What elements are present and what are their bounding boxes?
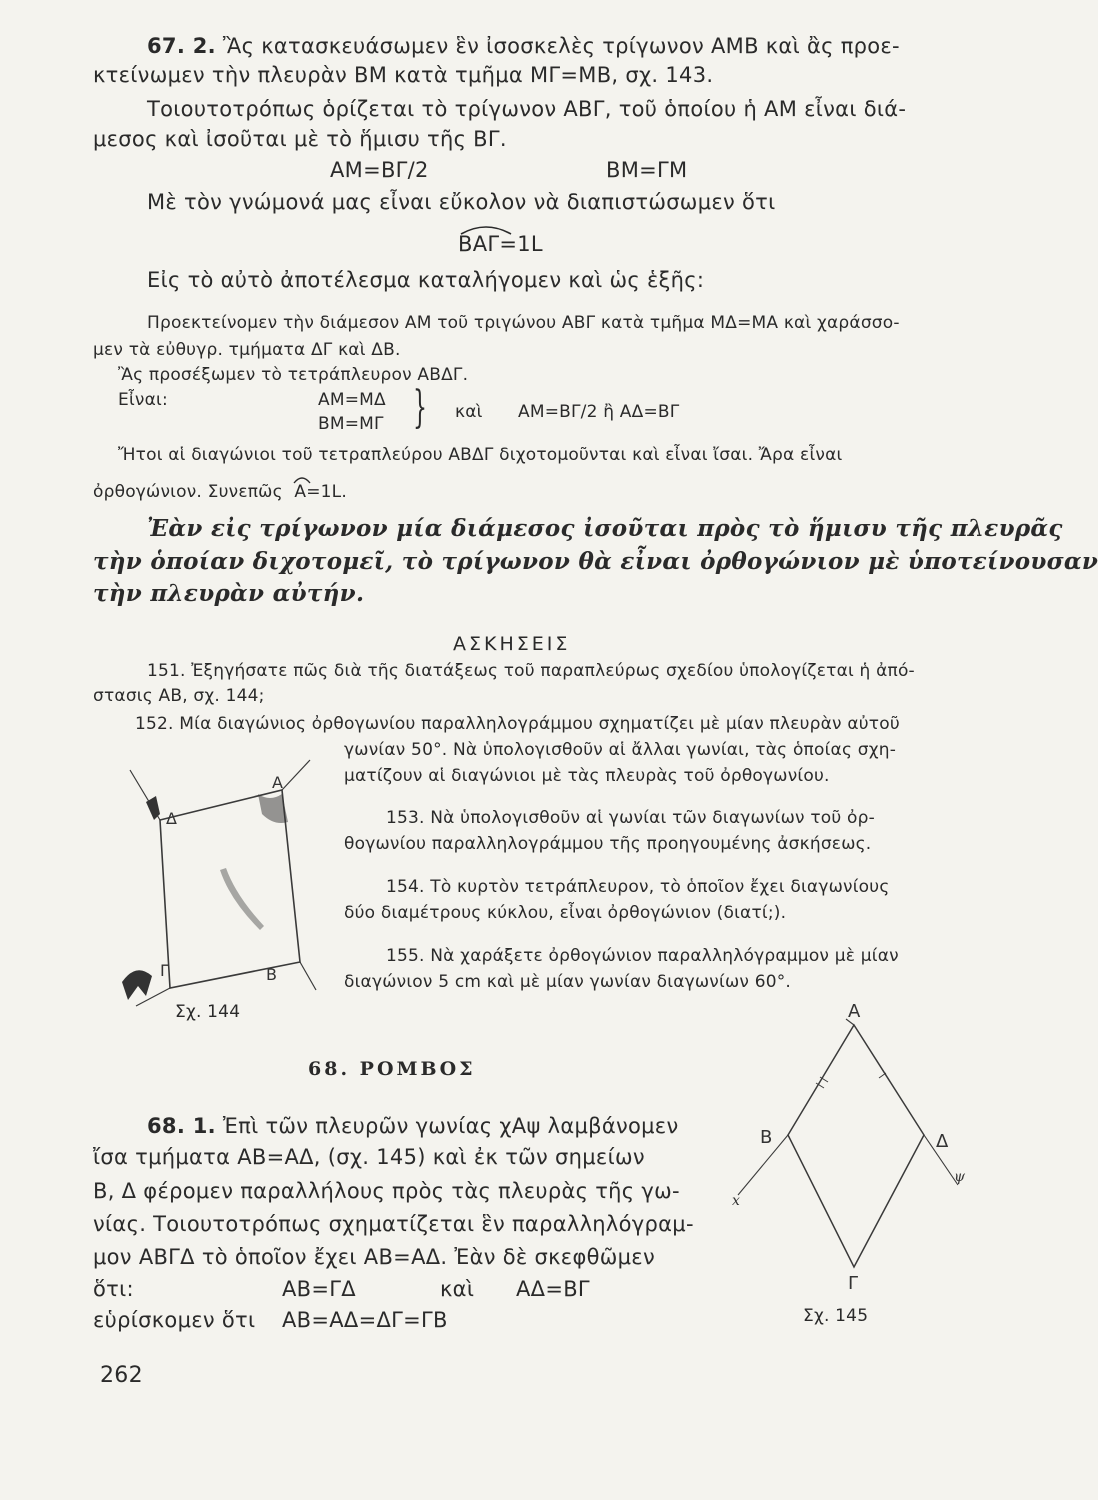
exercise-155-line2: διαγώνιον 5 cm καὶ μὲ μίαν γωνίαν διαγωνίων 60°. xyxy=(344,972,792,992)
angle-a xyxy=(294,482,306,502)
figure-145-label-g: Γ xyxy=(848,1273,859,1294)
figure-145-label-b: Β xyxy=(760,1127,773,1148)
exercise-151-line1: 151. Ἐξηγήσατε πῶς διὰ τῆς διατάξεως τοῦ παραπλεύρως σχεδίου ὑπολογίζεται ἡ ἀπό- xyxy=(147,661,915,681)
angle-hat-icon xyxy=(458,222,514,236)
sec68-line1 xyxy=(147,1114,679,1138)
conj-kai: καὶ xyxy=(455,402,483,422)
rule-line1: Ἐὰν εἰς τρίγωνον μία διάμεσος ἰσοῦται πρὸς τὸ ἥμισυ τῆς πλευρᾶς xyxy=(147,515,1063,542)
exercises-title: ΑΣΚΗΣΕΙΣ xyxy=(453,633,571,655)
rule-line3: τὴν πλευρὰν αὐτήν. xyxy=(93,580,365,607)
sec67-small1: Προεκτείνομεν τὴν διάμεσον ΑΜ τοῦ τριγώνου ΑΒΓ κατὰ τμῆμα ΜΔ=ΜΑ καὶ χαράσσο- xyxy=(147,313,900,333)
sec68-line7-label: εὑρίσκομεν ὅτι xyxy=(93,1308,256,1332)
equation-am: ΑΜ=ΒΓ/2 xyxy=(330,158,429,182)
figure-144-rectangle xyxy=(130,760,316,1006)
sec67-line4: μεσος καὶ ἰσοῦται μὲ τὸ ἥμισυ τῆς ΒΓ. xyxy=(93,127,507,151)
page-number: 262 xyxy=(100,1363,143,1388)
figure-144 xyxy=(100,750,330,1030)
figure-145-caption: Σχ. 145 xyxy=(803,1306,869,1326)
exercise-154-line2: δύο διαμέτρους κύκλου, εἶναι ὀρθογώνιον (διατί;). xyxy=(344,903,787,923)
figure-144-label-g: Γ xyxy=(160,961,169,980)
equation-ad-bg-2: ΑΔ=ΒΓ xyxy=(516,1277,590,1301)
sec67-small4-label: Εἶναι: xyxy=(118,390,168,410)
sec67-line1 xyxy=(147,34,900,58)
sec67-heading: 67. 2. xyxy=(147,34,216,58)
sec67-small2: μεν τὰ εὐθυγρ. τμήματα ΔΓ καὶ ΔΒ. xyxy=(93,340,401,360)
equation-ab-gd: ΑΒ=ΓΔ xyxy=(282,1277,356,1301)
exercise-154-line1: 154. Τὸ κυρτὸν τετράπλευρον, τὸ ὁποῖον ἔχει διαγωνίους xyxy=(386,877,890,897)
exercise-152-line2: γωνίαν 50°. Νὰ ὑπολογισθοῦν αἱ ἄλλαι γωνίαι, τὰς ὁποίας σχη- xyxy=(344,740,897,760)
sec67-line5: Μὲ τὸν γνώμονά μας εἶναι εὔκολον νὰ διαπιστώσωμεν ὅτι xyxy=(147,190,776,214)
sec68-heading: 68. 1. xyxy=(147,1114,216,1138)
angle-bag xyxy=(458,232,499,256)
exercise-152-line3: ματίζουν αἱ διαγώνιοι μὲ τὰς πλευρὰς τοῦ ὀρθογωνίου. xyxy=(344,766,830,786)
equation-bm-mg: ΒΜ=ΜΓ xyxy=(318,414,384,434)
equation-ad-bg: ΑΜ=ΒΓ/2 ἢ ΑΔ=ΒΓ xyxy=(518,402,680,422)
rule-line2: τὴν ὁποίαν διχοτομεῖ, τὸ τρίγωνον θὰ εἶναι ὀρθογώνιον μὲ ὑποτείνουσαν xyxy=(93,548,1098,575)
equation-am-md: ΑΜ=ΜΔ xyxy=(318,390,386,410)
sec67-line3: Τοιουτοτρόπως ὁρίζεται τὸ τρίγωνον ΑΒΓ, τοῦ ὁποίου ἡ ΑΜ εἶναι διά- xyxy=(147,97,907,121)
sec67-small5: Ἤτοι αἱ διαγώνιοι τοῦ τετραπλεύρου ΑΒΔΓ διχοτομοῦνται καὶ εἶναι ἴσαι. Ἄρα εἶναι xyxy=(118,445,843,465)
sec68-line3: Β, Δ φέρομεν παραλλήλους πρὸς τὰς πλευρὰς τῆς γω- xyxy=(93,1179,680,1203)
exercise-151-line2: στασις ΑΒ, σχ. 144; xyxy=(93,686,265,706)
angle-a-label: Α xyxy=(294,482,307,502)
figure-145-label-y: ψ xyxy=(954,1169,965,1185)
exercise-153-line1: 153. Νὰ ὑπολογισθοῦν αἱ γωνίαι τῶν διαγωνίων τοῦ ὀρ- xyxy=(386,808,875,828)
angle-bag-value: =1L xyxy=(499,232,543,256)
sec67-small3: Ἂς προσέξωμεν τὸ τετράπλευρον ΑΒΔΓ. xyxy=(118,365,469,385)
figure-145 xyxy=(728,995,966,1295)
sec67-line6: Εἰς τὸ αὐτὸ ἀποτέλεσμα καταλήγομεν καὶ ὡς ἑξῆς: xyxy=(147,268,705,292)
sec67-line2: κτείνωμεν τὴν πλευρὰν ΒΜ κατὰ τμῆμα ΜΓ=ΜΒ, σχ. 143. xyxy=(93,63,714,87)
exercise-152-line1: 152. Μία διαγώνιος ὀρθογωνίου παραλληλογράμμου σχηματίζει μὲ μίαν πλευρὰν αὐτοῦ xyxy=(135,714,900,734)
equation-bm: ΒΜ=ΓΜ xyxy=(606,158,688,182)
figure-144-label-a: Α xyxy=(272,773,283,792)
figure-145-label-d: Δ xyxy=(936,1131,949,1152)
brace-icon: } xyxy=(413,382,427,433)
sec68-line4: νίας. Τοιουτοτρόπως σχηματίζεται ἓν παραλληλόγραμ- xyxy=(93,1212,694,1236)
sec68-line1-text: Ἐπὶ τῶν πλευρῶν γωνίας χΑψ λαμβάνομεν xyxy=(222,1114,679,1138)
exercise-153-line2: θογωνίου παραλληλογράμμου τῆς προηγουμένης ἀσκήσεως. xyxy=(344,834,872,854)
figure-144-label-b: Β xyxy=(266,965,277,984)
figure-145-label-a: Α xyxy=(848,1001,861,1022)
sec67-small6-text: ὀρθογώνιον. Συνεπῶς xyxy=(93,482,283,502)
angle-a-value: =1L. xyxy=(306,482,347,502)
sec67-small6 xyxy=(93,482,347,502)
sec68-line2: ἴσα τμήματα ΑΒ=ΑΔ, (σχ. 145) καὶ ἐκ τῶν σημείων xyxy=(93,1145,645,1169)
angle-hat-icon xyxy=(292,473,312,485)
figure-144-caption: Σχ. 144 xyxy=(175,1002,241,1022)
figure-144-label-d: Δ xyxy=(166,809,177,828)
angle-bag-label: ΒΑΓ xyxy=(458,232,500,256)
sec68-title: 68. ΡΟΜΒΟΣ xyxy=(308,1058,476,1080)
sec68-line5: μον ΑΒΓΔ τὸ ὁποῖον ἔχει ΑΒ=ΑΔ. Ἐὰν δὲ σκεφθῶμεν xyxy=(93,1245,655,1269)
figure-145-label-x: x xyxy=(732,1193,740,1209)
exercise-155-line1: 155. Νὰ χαράξετε ὀρθογώνιον παραλληλόγραμμον μὲ μίαν xyxy=(386,946,899,966)
sec67-line1-text: Ἂς κατασκευάσωμεν ἓν ἰσοσκελὲς τρίγωνον ΑΜΒ καὶ ἂς προε- xyxy=(222,34,900,58)
equation-angle-bag xyxy=(458,232,543,256)
sec68-line6-label: ὅτι: xyxy=(93,1277,134,1301)
conj-kai-2: καὶ xyxy=(440,1277,475,1301)
equation-rhombus-sides: ΑΒ=ΑΔ=ΔΓ=ΓΒ xyxy=(282,1308,448,1332)
